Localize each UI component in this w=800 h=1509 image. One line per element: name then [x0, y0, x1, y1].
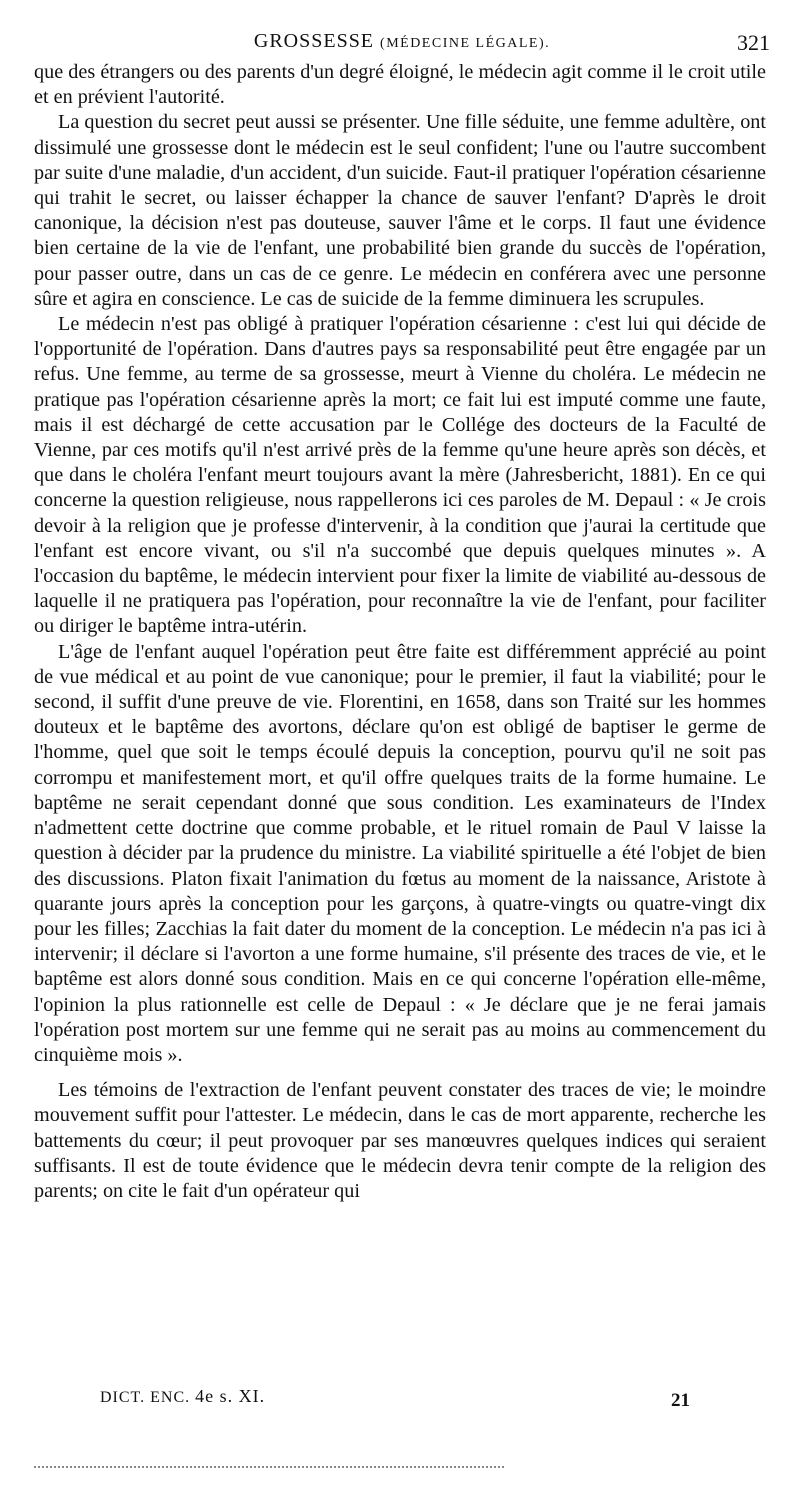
body-text	[34, 60, 766, 1204]
paragraph-5: Les témoins de l'extraction de l'enfant peuvent constater des traces de vie; le moindre mouvement suffit pour l'attester. Le médecin, dans le cas de mort apparente, recherche les battements du cœur; il peut provoquer par ses manœuvres quelques indices qui seraient suffisants. Il est de toute évidence que le médecin devra tenir compte de la religion des parents; on cite le fait d'un opérateur qui	[34, 1079, 766, 1202]
signature-series: 4e s. XI.	[195, 1386, 266, 1406]
running-title	[34, 30, 770, 53]
paragraph-2: La question du secret peut aussi se présenter. Une fille séduite, une femme adultère, ont dissimulé une grossesse dont le médecin est le seul confident; l'une ou l'autre succombent par suite d'une maladie, d'un accident, d'un suicide. Faut-il pratiquer l'opération césarienne qui trahit le secret, ou laisser échapper la chance de sauver l'enfant? D'après le droit canonique, la décision n'est pas douteuse, sauver l'âme et le corps. Il faut une évidence bien certaine de la vie de l'enfant, une probabilité bien grande du succès de l'opération, pour passer outre, dans un cas de ce genre. Le médecin en conférera avec une personne sûre et agira en conscience. Le cas de suicide de la femme diminuera les scrupules.	[34, 111, 766, 310]
running-title-sub: (MÉDECINE LÉGALE).	[380, 36, 551, 51]
bottom-scan-rule	[34, 1466, 504, 1470]
paragraph-4: L'âge de l'enfant auquel l'opération peut être faite est différemment apprécié au point de vue médical et au point de vue canonique; pour le premier, il faut la viabilité; pour le second, il suffit d'une preuve de vie. Florentini, en 1658, dans son Traité sur les hommes douteux et le baptême des avortons, déclare qu'on est obligé de baptiser le germe de l'homme, quel que soit le temps écoulé depuis la conception, pourvu qu'il ne soit pas corrompu et manifestement mort, et qu'il offre quelques traits de la forme humaine. Le baptême ne serait cependant donné que sous condition. Les examinateurs de l'Index n'admettent cette doctrine que comme probable, et le rituel romain de Paul V laisse la question à décider par la prudence du ministre. La viabilité spirituelle a été l'objet de bien des discussions. Platon fixait l'animation du fœtus au moment de la naissance, Aristote à quarante jours après la conception pour les garçons, à quatre-vingts ou quatre-vingt dix pour les filles; Zacchias la fait dater du moment de la conception. Le médecin n'a pas ici à intervenir; il déclare si l'avorton a une forme humaine, s'il présente des traces de vie, et le baptême est alors donné sous condition. Mais en ce qui concerne l'opération elle-même, l'opinion la plus rationnelle est celle de Depaul : « Je déclare que je ne ferai jamais l'opération post mortem sur une femme qui ne serait pas au moins au commencement du cinquième mois ».	[34, 640, 766, 1066]
printer-signature	[100, 1386, 265, 1407]
running-title-main: GROSSESSE	[253, 30, 375, 52]
paragraph-3: Le médecin n'est pas obligé à pratiquer l'opération césarienne : c'est lui qui décide de l'opportunité de l'opération. Dans d'autres pays sa responsabilité peut être engagée par un refus. Une femme, au terme de sa grossesse, meurt à Vienne du choléra. Le médecin ne pratique pas l'opération césarienne après la mort; ce fait lui est imputé comme une faute, mais il est déchargé de cette accusation par le Collége des docteurs de la Faculté de Vienne, par ces motifs qu'il n'est arrivé près de la femme qu'une heure après son décès, et que dans le choléra l'enfant meurt toujours avant la mère (Jahresbericht, 1881). En ce qui concerne la question religieuse, nous rappellerons ici ces paroles de M. Depaul : « Je crois devoir à la religion que je professe d'intervenir, à la condition que j'aurai la certitude que l'enfant est encore vivant, ou s'il n'a succombé que depuis quelques minutes ». A l'occasion du baptême, le médecin intervient pour fixer la limite de viabilité au-dessous de laquelle il ne pratiquera pas l'opération, pour reconnaître la vie de l'enfant, pour faciliter ou diriger le baptême intra-utérin.	[34, 313, 766, 638]
page-number: 321	[737, 30, 770, 55]
sheet-number: 21	[671, 1390, 690, 1411]
running-header	[34, 30, 770, 56]
page-footer	[100, 1382, 690, 1412]
paragraph-1: que des étrangers ou des parents d'un degré éloigné, le médecin agit comme il le croit utile et en prévient l'autorité.	[34, 61, 766, 109]
signature-dict: DICT. ENC.	[100, 1389, 191, 1406]
